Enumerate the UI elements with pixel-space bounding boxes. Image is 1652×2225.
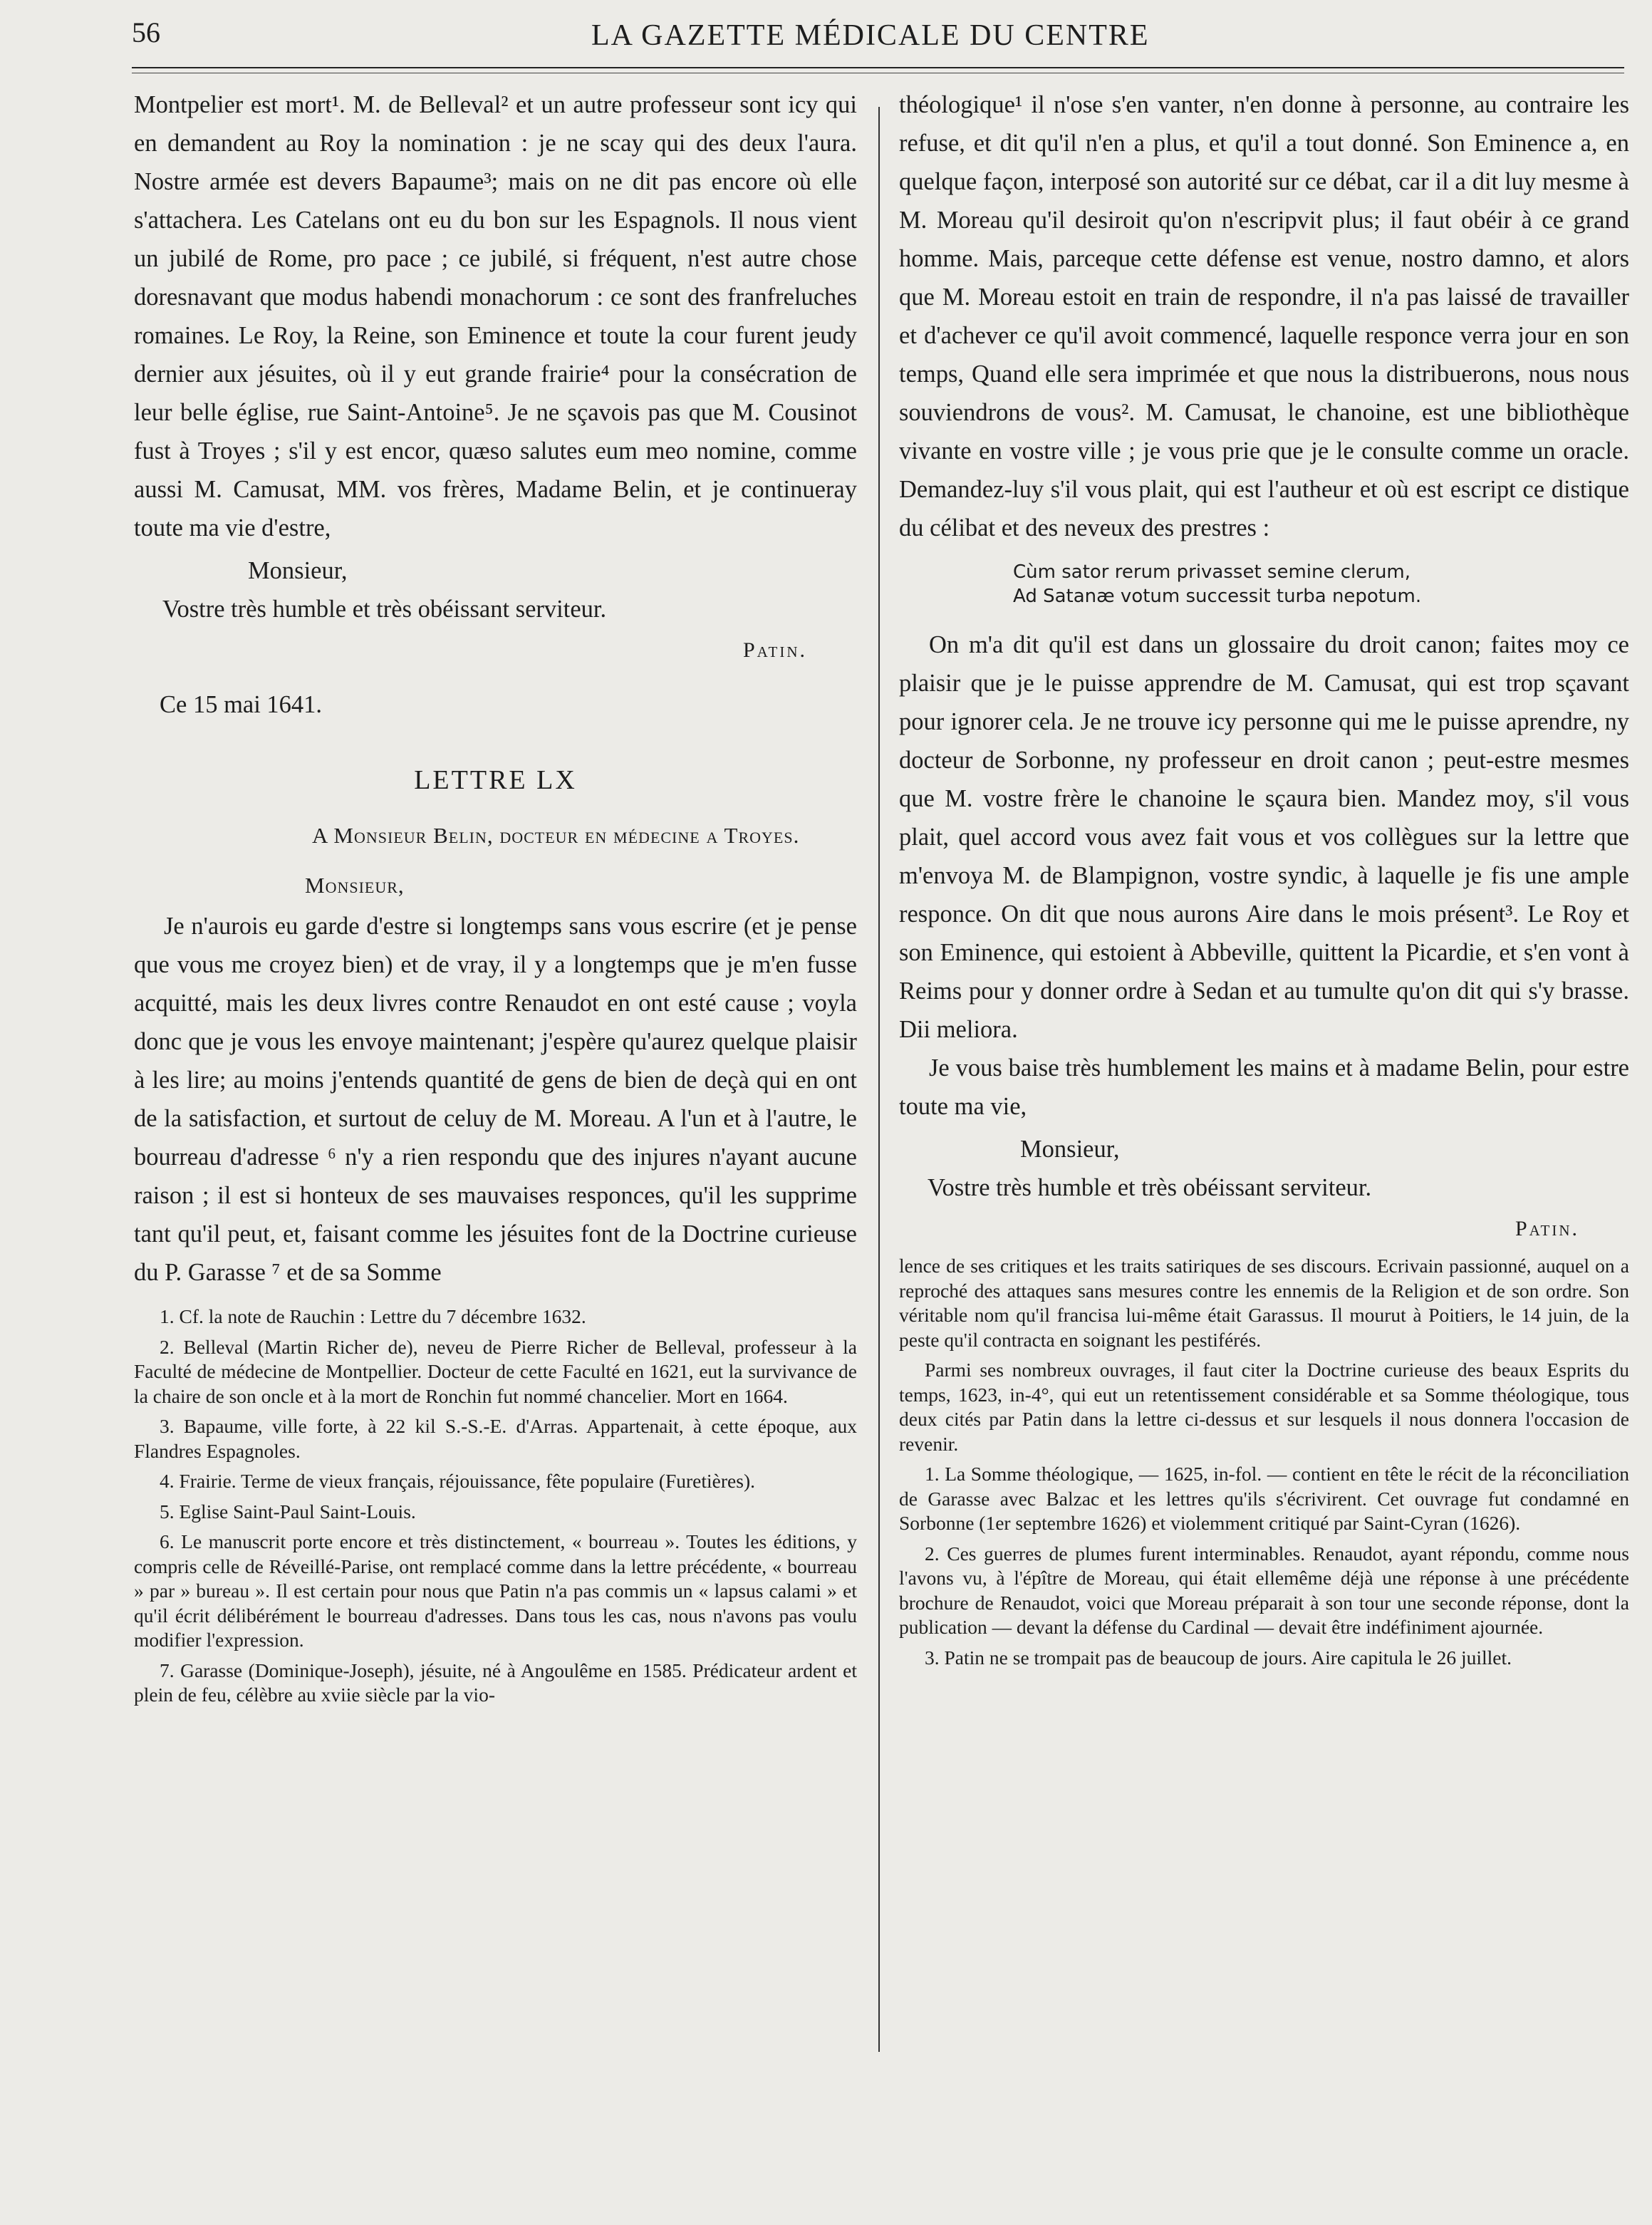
letter-body-paragraph: On m'a dit qu'il est dans un glossaire du droit canon; faites moy ce plaisir que je le puisse apprendre de M. Camusat, qui est trop sçavant pour ignorer cela. Je ne trouve icy personne qui me le puisse aprendre, ny docteur de Sorbonne, ny professeur en droit canon ; peut-estre mesmes que M. vostre frère le chanoine le sçaura bien. Mandez moy, s'il vous plait, quel accord vous avez fait vous et vos collègues sur la lettre que m'envoya M. de Blampignon, vostre syndic, à laquelle je fis une ample responce. On dit que nous aurons Aire dans le mois présent³. Le Roy et son Eminence, qui estoient à Abbeville, quittent la Picardie, et s'en vont à Reims pour y donner ordre à Sedan et au tumulte qu'on dit qui s'y brasse. Dii meliora.: [899, 631, 1629, 1043]
letter-opening: Monsieur,: [305, 873, 405, 898]
left-column: [134, 85, 857, 1713]
signature: Patin.: [742, 638, 807, 662]
letter-lix-end-paragraph: Montpelier est mort¹. M. de Belleval² et un autre professeur sont icy qui en demandent au Roy la nomination : je ne scay qui des deux l'aura. Nostre armée est devers Bapaume³; mais on ne dit pas encore où elle s'attachera. Les Catelans ont eu du bon sur les Espagnols. Il nous vient un jubilé de Rome, pro pace ; ce jubilé, si fréquent, n'est autre chose doresnavant que modus habendi monachorum : ce sont des franfreluches romaines. Le Roy, la Reine, son Eminence et toute la cour furent jeudy dernier aux jésuites, où il y eut grande frairie⁴ pour la consécration de leur belle église, rue Saint-Antoine⁵. Je ne sçavois pas que M. Cousinot fust à Troyes ; s'il y est encor, quæso salutes eum meo nomine, comme aussi M. Camusat, MM. vos frères, Madame Belin, et je continueray toute ma vie d'estre,: [134, 91, 857, 541]
right-column: [899, 85, 1629, 1676]
signature: Patin.: [1515, 1217, 1579, 1240]
footnote: 2. Ces guerres de plumes furent interminables. Renaudot, ayant répondu, comme nous l'avons vu, à l'épître de Moreau, qui était ellemême déjà une réponse à une précédente brochure de Renaudot, voici que Moreau préparait à son tour une seconde réponse, dont la publication — devant la défense du Cardinal — devait être indéfiniment ajournée.: [899, 1542, 1629, 1638]
header-rule: [132, 67, 1624, 68]
footnote: 7. Garasse (Dominique-Joseph), jésuite, né à Angoulême en 1585. Prédicateur ardent et plein de feu, célèbre au xviie siècle par la vio-: [134, 1659, 857, 1706]
letter-date: Ce 15 mai 1641.: [160, 691, 323, 718]
footnote: lence de ses critiques et les traits satiriques de ses discours. Ecrivain passionné, auquel on a reproché des attaques sans mesures contre les ennemis de la Religion et de son ordre. Son véritable nom qu'il francisa lui-même était Garassus. Il mourut à Poitiers, le 14 juin, de la peste qu'il contracta en soignant les pestiférés.: [899, 1255, 1629, 1351]
footnote: Parmi ses nombreux ouvrages, il faut citer la Doctrine curieuse des beaux Esprits du temps, 1623, in-4°, qui eut un retentissement considérable et sa Somme théologique, tous deux cités par Patin dans la lettre ci-dessus et sur lesquels il nous donnera l'occasion de revenir.: [899, 1359, 1629, 1455]
footnote: 2. Belleval (Martin Richer de), neveu de Pierre Richer de Belleval, professeur à la Faculté de médecine de Montpellier. Docteur de cette Faculté en 1621, eut la survivance de la chaire de son oncle et à la mort de Ronchin fut nommé chancelier. Mort en 1664.: [134, 1335, 857, 1407]
footnote: 4. Frairie. Terme de vieux français, réjouissance, fête populaire (Furetières).: [160, 1470, 755, 1492]
letter-addressee: A Monsieur Belin, docteur en médecine a Troyes.: [312, 823, 800, 848]
closing-formula: Vostre très humble et très obéissant serviteur.: [928, 1174, 1372, 1201]
letter-title: LETTRE LX: [414, 765, 577, 795]
closing-salutation: Monsieur,: [248, 557, 348, 584]
closing-formula: Vostre très humble et très obéissant serviteur.: [162, 596, 607, 623]
page-header: [0, 0, 1652, 78]
letter-body-paragraph: théologique¹ il n'ose s'en vanter, n'en donne à personne, au contraire les refuse, et dit qu'il n'en a plus, et qu'il a tout donné. Son Eminence a, en quelque façon, interposé son autorité sur ce débat, car il a dit luy mesme à M. Moreau qu'il desiroit qu'on n'escripvit plus; il faut obéir à ce grand homme. Mais, parceque cette défense est venue, nostro damno, et alors que M. Moreau estoit en train de respondre, il n'a pas laissé de travailler et d'achever ce qu'il avoit commencé, laquelle responce verra jour en son temps, Quand elle sera imprimée et que nous la distribuerons, nous nous souviendrons de vous². M. Camusat, le chanoine, est une bibliothèque vivante en vostre ville ; je vous prie que je le consulte comme un oracle. Demandez-luy s'il vous plait, qui est l'autheur et où est escript ce distique du célibat et des neveux des prestres :: [899, 91, 1629, 541]
running-title: LA GAZETTE MÉDICALE DU CENTRE: [591, 19, 1150, 52]
footnote: 1. Cf. la note de Rauchin : Lettre du 7 décembre 1632.: [160, 1305, 586, 1327]
closing-salutation: Monsieur,: [1020, 1136, 1120, 1163]
footnote: 3. Bapaume, ville forte, à 22 kil S.-S.-E. d'Arras. Appartenait, à cette époque, aux Flandres Espagnoles.: [134, 1415, 857, 1462]
footnote: 1. La Somme théologique, — 1625, in-fol. — contient en tête le récit de la réconciliation de Garasse avec Balzac et les lettres qu'ils s'écrivirent. Cet ouvrage fut condamné en Sorbonne (1er septembre 1626) et violemment critiqué par Saint-Cyran (1626).: [899, 1463, 1629, 1534]
page-number: 56: [132, 16, 160, 48]
letter-body-paragraph: Je n'aurois eu garde d'estre si longtemps sans vous escrire (et je pense que vous me croyez bien) et de vray, il y a longtemps que je m'en fusse acquitté, mais les deux livres contre Renaudot en ont esté cause ; voyla donc que je vous les envoye maintenant; j'espère qu'aurez quelque plaisir à les lire; au moins j'entends quantité de gens de bien de deçà qui en ont de la satisfaction, et surtout de celuy de M. Moreau. A l'un et à l'autre, le bourreau d'adresse ⁶ n'y a rien respondu que des injures n'ayant aucune raison ; il est si honteux de ses mauvaises responces, qu'il les supprime tant qu'il peut, et, faisant comme les jésuites font de la Doctrine curieuse du P. Garasse ⁷ et de sa Somme: [134, 913, 857, 1286]
verse-line: Ad Satanæ votum successit turba nepotum.: [1013, 586, 1422, 607]
footnotes-right: [899, 1254, 1629, 1670]
latin-distich: [1013, 560, 1629, 608]
footnote: 5. Eglise Saint-Paul Saint-Louis.: [160, 1500, 416, 1523]
footnotes-left: [134, 1305, 857, 1708]
column-divider: [878, 107, 880, 2052]
footnote: 6. Le manuscrit porte encore et très distinctement, « bourreau ». Toutes les éditions, y compris celle de Réveillé-Parise, ont remplacé comme dans la lettre précédente, « bourreau » par » bureau ». Il est certain pour nous que Patin n'a pas commis un « lapsus calami » et qu'il écrit délibérément le bourreau d'adresses. Dans tous les cas, nous n'avons pas voulu modifier l'expression.: [134, 1530, 857, 1651]
footnote: 3. Patin ne se trompait pas de beaucoup de jours. Aire capitula le 26 juillet.: [925, 1646, 1512, 1669]
letter-body-paragraph: Je vous baise très humblement les mains et à madame Belin, pour estre toute ma vie,: [899, 1054, 1629, 1120]
verse-line: Cùm sator rerum privasset semine clerum,: [1013, 561, 1411, 583]
